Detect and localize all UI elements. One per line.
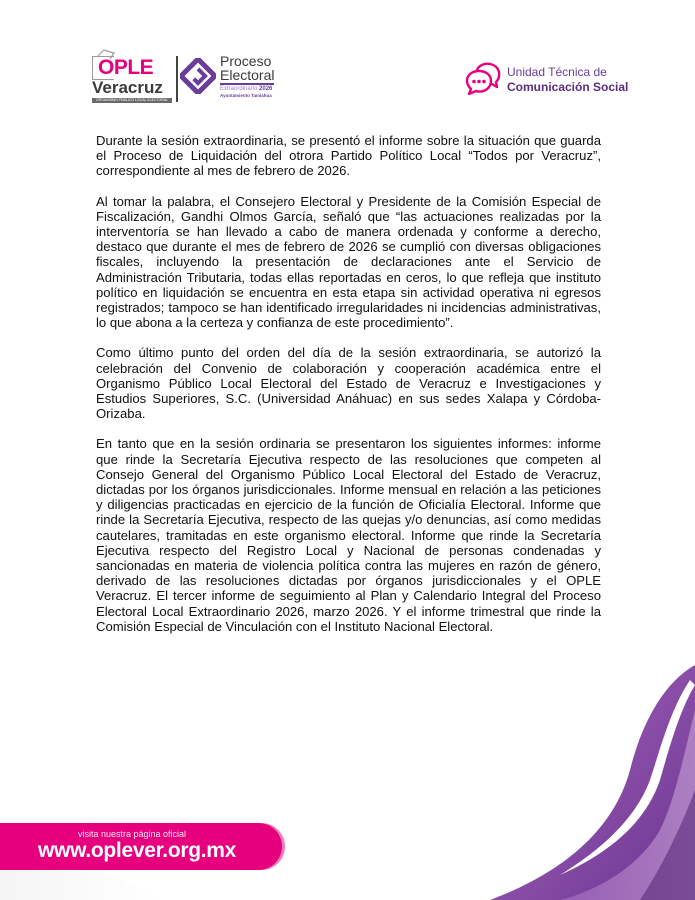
unidad-tecnica-line1: Unidad Técnica de bbox=[507, 65, 607, 79]
proceso-electoral-title bbox=[220, 54, 274, 82]
press-release-body bbox=[96, 133, 601, 649]
paragraph-sesion-ordinaria: En tanto que en la sesión ordinaria se presentaron los siguientes informes: informe que rinde la Secretaría Ejecutiva respecto de las resoluciones que competen al Consejo General del Organismo Público Local Electoral del Estado de Veracruz, dictadas por los órganos jurisdiccionales. Informe mensual en relación a las peticiones y diligencias practicadas en ejercicio de la función de Oficialía Electoral. Informe que rinde la Secretaría Ejecutiva, respecto de las quejas y/o denuncias, así como medidas cautelares, tramitadas en este organismo electoral. Informe que rinde la Secretaría Ejecutiva respecto del Registro Local y Nacional de personas condenadas y sancionadas en materia de violencia política contra las mujeres en razón de género, derivado de las resoluciones dictadas por órganos jurisdiccionales y el OPLE Veracruz. El tercer informe de seguimiento al Plan y Calendario Integral del Proceso Electoral Local Extraordinario 2026, marzo 2026. Y el informe trimestral que rinde la Comisión Especial de Vinculación con el Instituto Nacional Electoral. bbox=[96, 436, 601, 634]
ople-wordmark: OPLE bbox=[98, 56, 154, 79]
proceso-underline bbox=[220, 83, 274, 85]
ople-veracruz-logo bbox=[92, 52, 174, 104]
proceso-electoral-logo bbox=[180, 54, 280, 102]
chat-bubbles-icon bbox=[465, 62, 501, 96]
ople-state-name: Veracruz bbox=[92, 78, 163, 97]
proceso-electoral-mark-icon bbox=[180, 58, 216, 94]
website-caption: visita nuestra página oficial bbox=[78, 829, 187, 839]
logo-divider bbox=[176, 56, 178, 102]
page-header bbox=[0, 0, 695, 120]
proceso-title-line1: Proceso bbox=[220, 53, 272, 69]
proceso-title-line2: Electoral bbox=[220, 67, 275, 83]
unidad-tecnica-logo bbox=[465, 60, 650, 98]
paragraph-convenio-anahuac: Como último punto del orden del día de la sesión extraordinaria, se autorizó la celebración del Convenio de colaboración y cooperación académica entre el Organismo Público Local Electoral del Estado de Veracruz e Investigaciones y Estudios Superiores, S.C. (Universidad Anáhuac) en sus sedes Xalapa y Córdoba-Orizaba. bbox=[96, 345, 601, 422]
paragraph-informe-liquidacion: Durante la sesión extraordinaria, se presentó el informe sobre la situación que guarda el Proceso de Liquidación del otrora Partido Político Local “Todos por Veracruz”, correspondiente al mes de febrero de 2026. bbox=[96, 133, 601, 179]
proceso-ayuntamiento: Ayuntamiento Tamiahua bbox=[220, 93, 272, 98]
ople-subtitle: ORGANISMO PÚBLICO LOCAL ELECTORAL bbox=[92, 98, 172, 103]
proceso-extra-text: Extraordinario bbox=[220, 86, 258, 92]
paragraph-declaracion-consejero: Al tomar la palabra, el Consejero Electoral y Presidente de la Comisión Especial de Fiscalización, Gandhi Olmos García, señaló que “las actuaciones realizadas por la interventoría se han llevado a cabo de manera ordenada y conforme a derecho, destaco que durante el mes de febrero de 2026 se cumplió con diversas obligaciones fiscales, incluyendo la presentación de declaraciones ante el Servicio de Administración Tributaria, todas ellas reportadas en ceros, lo que refleja que instituto político en liquidación se encuentra en esta etapa sin actividad operativa ni egresos registrados; tampoco se han identificado irregularidades ni incidencias administrativas, lo que abona a la certeza y confianza de este procedimiento”. bbox=[96, 193, 601, 331]
proceso-extraordinario-label bbox=[220, 86, 272, 93]
proceso-year: 2026 bbox=[259, 86, 273, 92]
website-url-link[interactable]: www.oplever.org.mx bbox=[38, 839, 237, 862]
unidad-tecnica-line2: Comunicación Social bbox=[507, 80, 629, 94]
